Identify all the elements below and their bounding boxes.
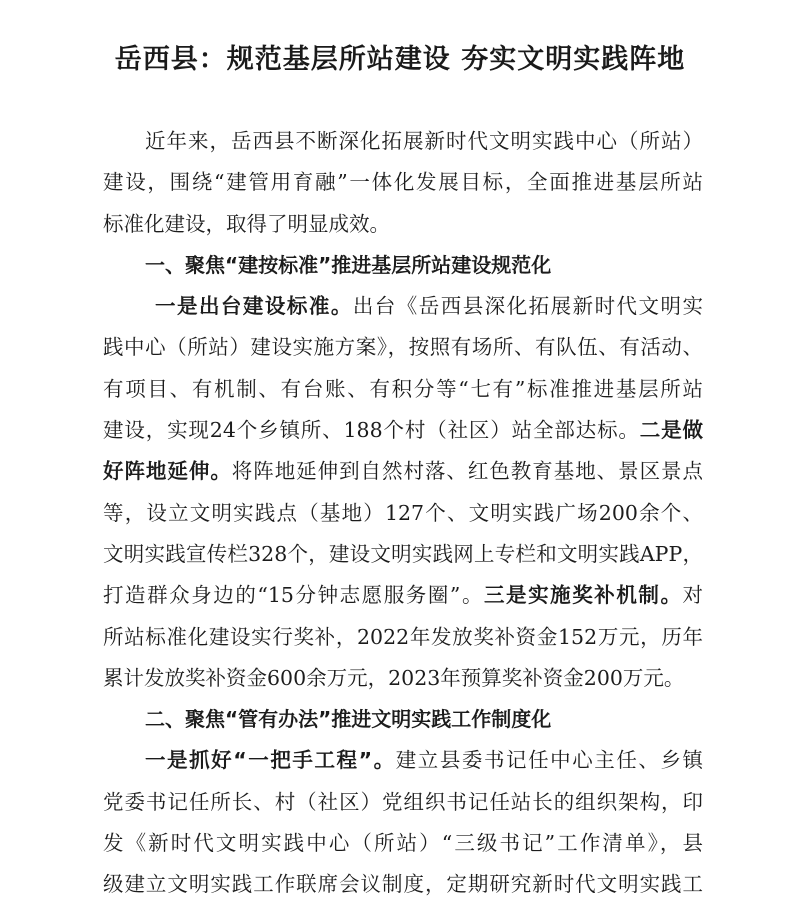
section-2-line-3: 发《新时代文明实践中心（所站）“三级书记”工作清单》，县 [103,831,703,856]
section-1-line-4 [103,410,703,451]
intro-line-1: 近年来，岳西县不断深化拓展新时代文明实践中心（所站） [145,129,703,153]
section-1-line-8 [103,575,703,616]
document-body [103,121,703,906]
section-2-heading: 二、聚焦“管有办法”推进文明实践工作制度化 [145,707,552,732]
section-1-heading: 一、聚焦“建按标准”推进基层所站建设规范化 [145,252,552,277]
section-2-line-4: 级建立文明实践工作联席会议制度，定期研究新时代文明实践工 [103,872,703,897]
point-1-title: 一是出台建设标准。 [155,294,353,319]
point-2-title-end: 好阵地延伸。 [103,459,232,484]
section-1-line-2: 践中心（所站）建设实施方案》，按照有场所、有队伍、有活动、 [103,335,703,360]
section-1-line-1 [103,286,703,327]
intro-line-2: 建设，围绕“建管用育融”一体化发展目标，全面推进基层所站 [103,170,703,195]
point-2-title-start: 二是做 [639,418,703,443]
section-1-line-6: 等，设立文明实践点（基地）127个、文明实践广场200余个、 [103,500,703,525]
document-title: 岳西县：规范基层所站建设 夯实文明实践阵地 [114,44,686,75]
section-1-line-7: 文明实践宣传栏328个，建设文明实践网上专栏和文明实践APP， [103,541,703,566]
point-3-title: 三是实施奖补机制。 [484,583,683,608]
section-2-line-2: 党委书记任所长、村（社区）党组织书记任站长的组织架构，印 [103,789,703,814]
section-1-line-5 [103,451,703,492]
section-2-line-1-text: 建立县委书记任中心主任、乡镇 [395,748,704,773]
section-1-line-3: 有项目、有机制、有台账、有积分等“七有”标准推进基层所站 [103,376,703,401]
section-1-line-9: 所站标准化建设实行奖补，2022年发放奖补资金152万元，历年 [103,624,703,649]
section-1-line-10: 累计发放奖补资金600余万元，2023年预算奖补资金200万元。 [103,665,685,690]
section-1-line-5-text: 将阵地延伸到自然村落、红色教育基地、景区景点 [231,459,704,484]
intro-line-3: 标准化建设，取得了明显成效。 [103,211,390,236]
section-1-line-8-tail: 对 [682,583,704,608]
section-1-line-4-text: 建设，实现24个乡镇所、188个村（社区）站全部达标。 [103,418,640,443]
section-1-line-8-text: 打造群众身边的“15分钟志愿服务圈”。 [103,583,484,608]
section-1-line-1-text: 出台《岳西县深化拓展新时代文明实 [352,294,703,319]
section-2-point-1-title: 一是抓好“一把手工程”。 [145,748,396,773]
section-2-line-1 [103,740,703,781]
